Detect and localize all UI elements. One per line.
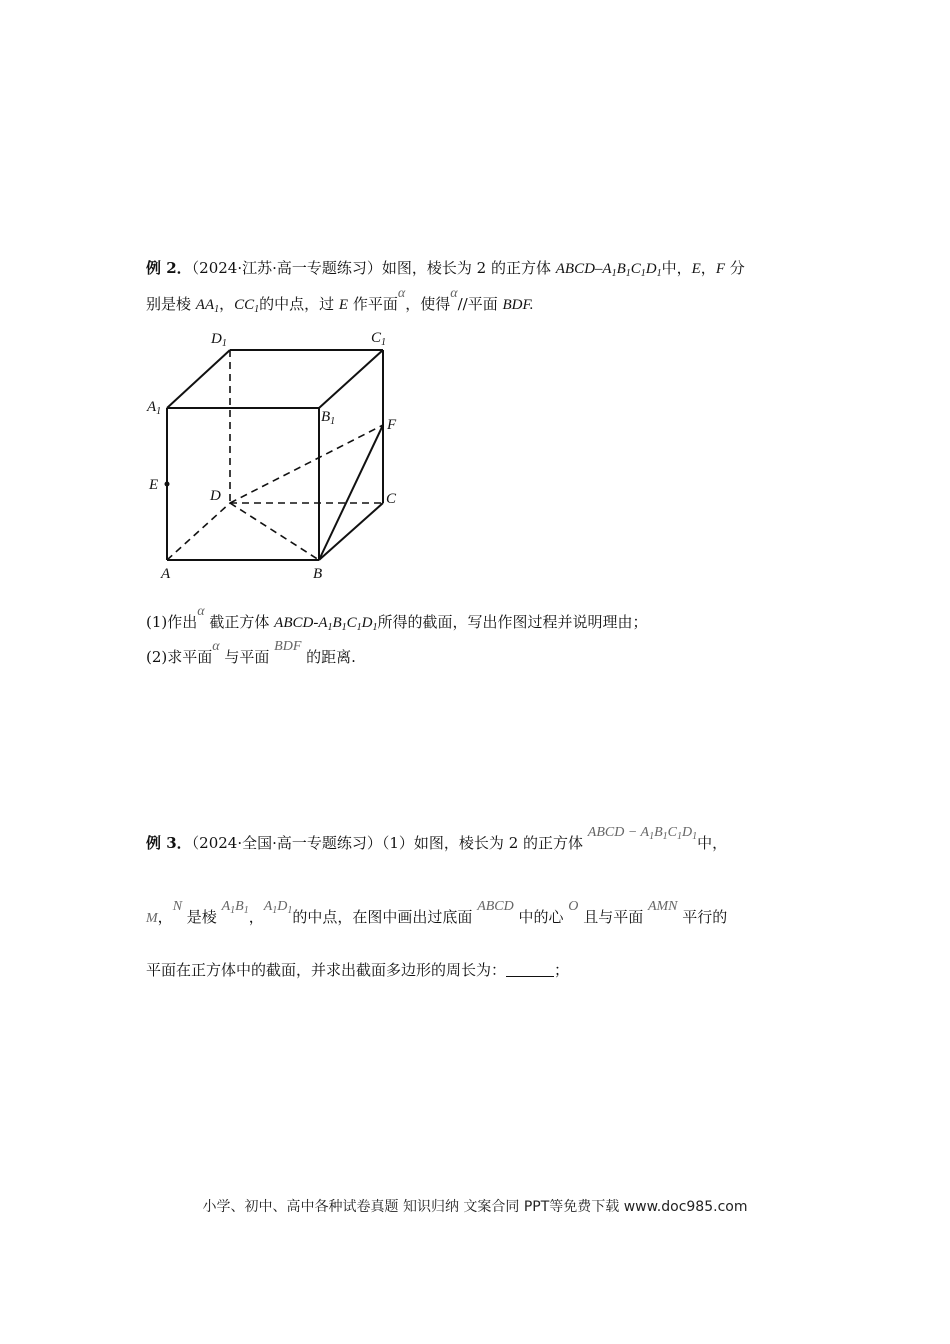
example-3-line-2 xyxy=(146,899,728,934)
text: ，使得 xyxy=(405,295,451,313)
edge: AA xyxy=(195,297,215,313)
cube-part: D xyxy=(682,825,693,840)
sub: 1 xyxy=(341,622,347,633)
cube-part: B xyxy=(616,261,626,277)
edge-ad xyxy=(167,503,230,560)
text: 的中点，在图中画出过底面 xyxy=(292,908,478,926)
text: 中的心 xyxy=(513,908,569,926)
edge-bc xyxy=(319,503,383,560)
label-text: D xyxy=(211,331,222,347)
label-b1 xyxy=(321,409,335,427)
example-2-label: 例 2． xyxy=(146,259,192,277)
text: 且与平面 xyxy=(578,908,648,926)
point-e: E xyxy=(691,261,701,277)
text: ； xyxy=(554,961,570,979)
cube-part: ABCD–A xyxy=(555,261,612,277)
cube-figure xyxy=(140,325,420,585)
example-3-line-3 xyxy=(146,959,569,981)
point-e-dot xyxy=(165,482,170,487)
plane-bdf: BDF. xyxy=(502,297,534,313)
sub: 1 xyxy=(254,304,260,315)
question-2 xyxy=(146,639,356,670)
edge-part: D xyxy=(277,899,288,914)
label-sub: 1 xyxy=(156,406,162,417)
sub: 1 xyxy=(327,622,333,633)
text: 中， xyxy=(661,259,692,277)
sub: 1 xyxy=(692,831,698,842)
text: (2)求平面 xyxy=(146,648,213,666)
edge-part: A xyxy=(221,899,231,914)
cube-name xyxy=(274,615,377,631)
text: 是棱 xyxy=(182,908,222,926)
edge: CC xyxy=(234,297,255,313)
plane-bdf: BDF xyxy=(274,639,302,654)
point-m: M xyxy=(146,911,158,926)
label-d1 xyxy=(210,331,227,349)
example-2-line-2 xyxy=(146,286,534,321)
point-e: E xyxy=(338,297,349,313)
sub: 1 xyxy=(649,831,655,842)
edge-part: B xyxy=(235,899,244,914)
sub: 1 xyxy=(243,905,249,916)
label-sub: 1 xyxy=(381,337,387,348)
cube-part: D xyxy=(361,615,373,631)
answer-blank xyxy=(506,962,554,977)
edge-a1b1 xyxy=(222,899,249,914)
sub: 1 xyxy=(625,268,631,279)
sub: 1 xyxy=(662,831,668,842)
text: 别是棱 xyxy=(146,295,196,313)
text: //平面 xyxy=(457,295,503,313)
face-abcd: ABCD xyxy=(477,899,514,914)
edge-part: A xyxy=(263,899,273,914)
sub: 1 xyxy=(214,304,220,315)
sub: 1 xyxy=(656,268,662,279)
label-c: C xyxy=(386,491,397,507)
text: 所得的截面，写出作图过程并说明理由； xyxy=(377,613,648,631)
plane-amn: AMN xyxy=(647,899,678,914)
label-d: D xyxy=(210,488,221,504)
alpha-symbol: α xyxy=(450,286,458,301)
sub: 1 xyxy=(287,905,293,916)
text: 作平面 xyxy=(348,295,398,313)
sub: 1 xyxy=(356,622,362,633)
example-3-source: （2024·全国·高一专题练习）（1）如图，棱长为 2 的正方体 xyxy=(191,834,588,852)
example-3-line-1 xyxy=(146,825,728,860)
edge-cc1 xyxy=(234,297,259,313)
text: 如图，棱长为 2 的正方体 xyxy=(381,259,556,277)
label-f: F xyxy=(387,417,397,433)
alpha-symbol: α xyxy=(397,286,406,301)
text: 中， xyxy=(697,834,728,852)
text: ， xyxy=(219,295,235,313)
sub: 1 xyxy=(372,622,378,633)
text: 平面在正方体中的截面，并求出截面多边形的周长为： xyxy=(146,961,507,979)
label-e: E xyxy=(149,477,159,493)
segment-bf xyxy=(319,425,383,560)
label-text: A xyxy=(147,399,157,415)
sub: 1 xyxy=(677,831,682,842)
sub: 1 xyxy=(272,905,278,916)
cube-name xyxy=(556,261,662,277)
alpha-symbol: α xyxy=(212,639,220,654)
edge-a1d1 xyxy=(264,899,293,914)
label-text: B xyxy=(321,409,331,425)
segment-df xyxy=(230,425,383,503)
edge-a1d1 xyxy=(167,350,230,408)
text: (1)作出 xyxy=(146,613,198,631)
text: ， xyxy=(248,908,264,926)
sub: 1 xyxy=(230,905,236,916)
text: 分 xyxy=(724,259,745,277)
label-b: B xyxy=(313,566,323,582)
cube-name xyxy=(588,825,697,840)
cube-part: ABCD − A xyxy=(587,825,650,840)
example-3-label: 例 3． xyxy=(146,834,192,852)
alpha-symbol: α xyxy=(197,604,205,619)
question-1 xyxy=(146,604,648,639)
sub: 1 xyxy=(640,268,646,279)
text: 平行的 xyxy=(677,908,728,926)
point-o: O xyxy=(568,899,579,914)
segment-db xyxy=(230,503,319,560)
label-sub: 1 xyxy=(221,338,227,349)
text: 的中点，过 xyxy=(259,295,339,313)
edge-aa1 xyxy=(196,297,219,313)
text: 与平面 xyxy=(219,648,275,666)
cube-part: D xyxy=(645,261,657,277)
text: 的距离. xyxy=(301,648,356,666)
text: 截正方体 xyxy=(204,613,275,631)
sub: 1 xyxy=(611,268,617,279)
label-c1 xyxy=(371,330,386,348)
cube-part: ABCD-A xyxy=(274,615,328,631)
cube-part: C xyxy=(346,615,357,631)
cube-part: B xyxy=(654,825,663,840)
cube-part: C xyxy=(667,825,677,840)
cube-part: C xyxy=(630,261,641,277)
label-a1 xyxy=(146,399,161,417)
edge-b1c1 xyxy=(319,350,383,408)
example-2-line-1 xyxy=(146,257,745,285)
footer-text: 小学、初中、高中各种试卷真题 知识归纳 文案合同 PPT等免费下载 www.doc985.com xyxy=(202,1199,748,1215)
point-n: N xyxy=(172,899,183,914)
cube-part: B xyxy=(332,615,342,631)
label-text: C xyxy=(371,330,382,346)
text: ， xyxy=(157,908,173,926)
text: ， xyxy=(700,259,716,277)
label-sub: 1 xyxy=(330,416,336,427)
label-a: A xyxy=(161,566,171,582)
example-2-source: （2024·江苏·高一专题练习） xyxy=(191,259,382,277)
point-f: F xyxy=(715,261,725,277)
